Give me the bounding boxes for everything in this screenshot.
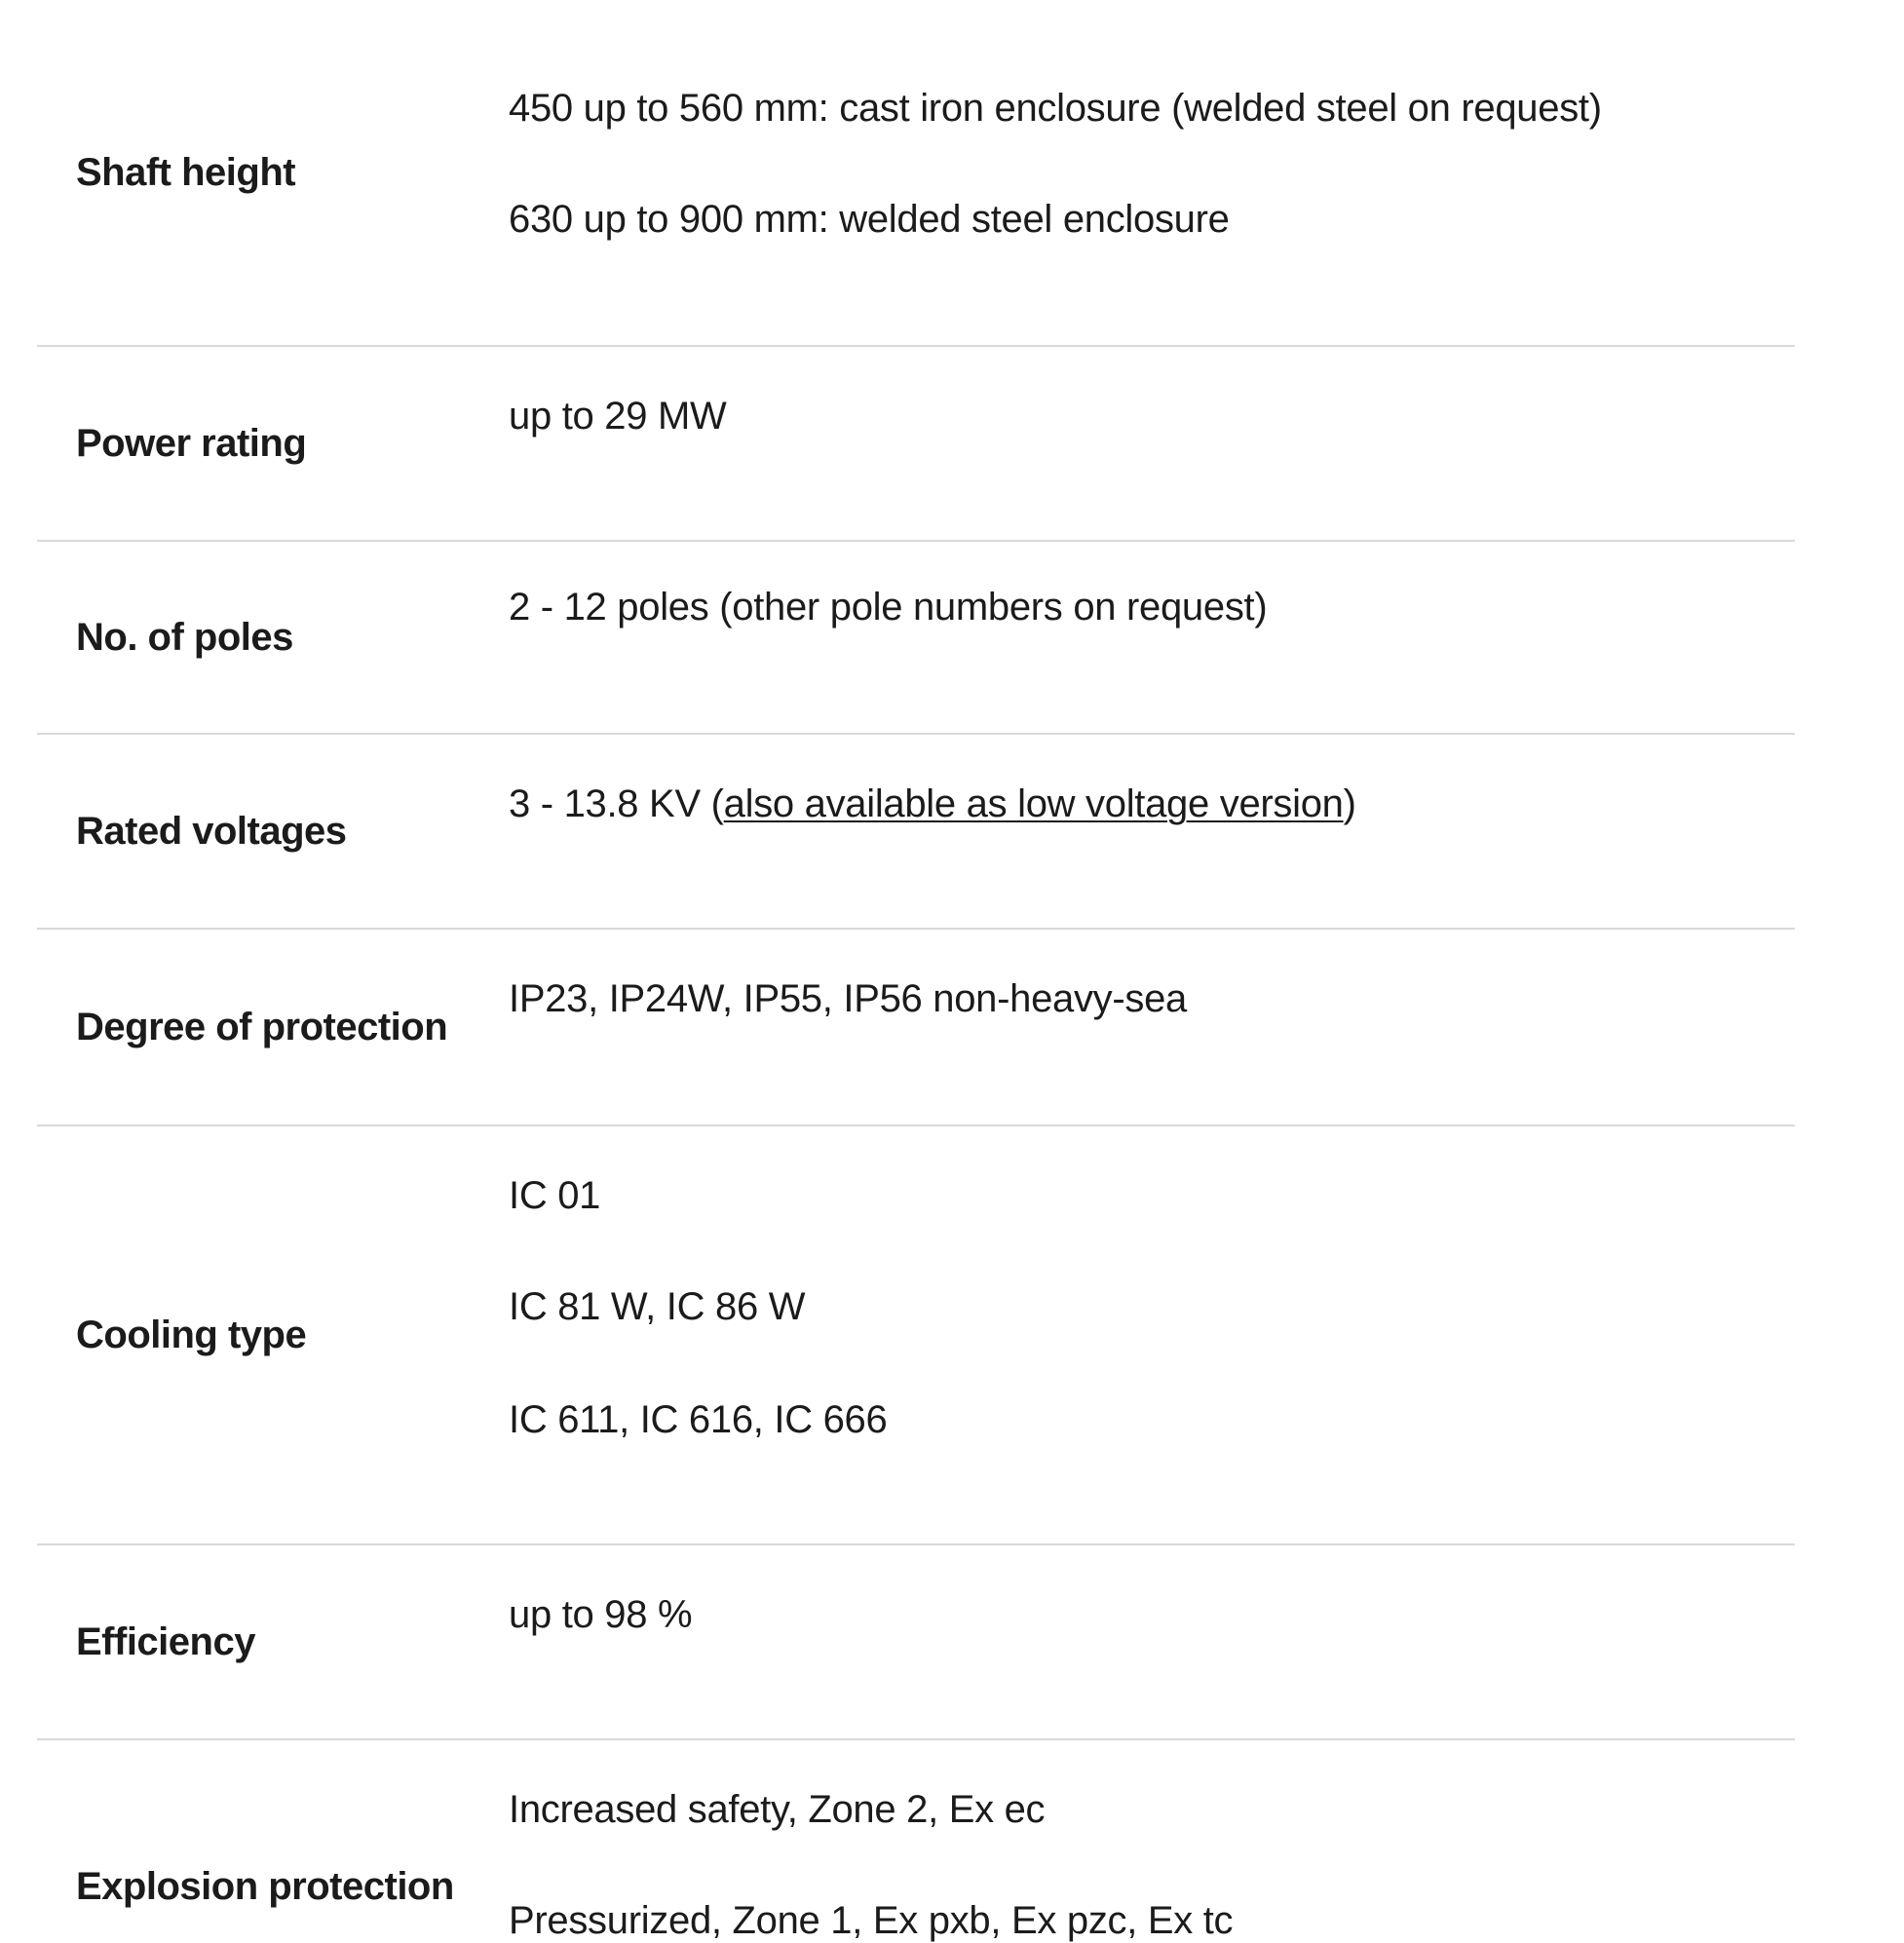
- spec-value: up to 29 MW: [509, 395, 727, 438]
- spec-row-rated-voltages: [37, 735, 1795, 930]
- spec-value-prefix: 3 - 13.8 KV (: [509, 782, 724, 825]
- spec-label: Shaft height: [76, 150, 296, 194]
- spec-label: Power rating: [76, 421, 307, 465]
- spec-value: 2 - 12 poles (other pole numbers on request): [509, 586, 1268, 629]
- spec-values: [509, 347, 1795, 540]
- spec-values: [509, 1545, 1795, 1738]
- spec-label: Rated voltages: [76, 809, 347, 853]
- spec-values: [509, 0, 1795, 345]
- spec-value: 450 up to 560 mm: cast iron enclosure (welded steel on request): [509, 87, 1602, 130]
- spec-values: [509, 1740, 1795, 1943]
- spec-value: 630 up to 900 mm: welded steel enclosure: [509, 198, 1230, 241]
- spec-value: Increased safety, Zone 2, Ex ec: [509, 1788, 1046, 1831]
- low-voltage-version-link[interactable]: also available as low voltage version: [723, 782, 1344, 825]
- spec-value: IC 81 W, IC 86 W: [509, 1285, 806, 1328]
- spec-values: [509, 542, 1795, 733]
- spec-label: Explosion protection: [76, 1865, 454, 1908]
- spec-label: Efficiency: [76, 1619, 255, 1663]
- spec-label: Cooling type: [76, 1313, 307, 1356]
- spec-value: Pressurized, Zone 1, Ex pxb, Ex pzc, Ex tc: [509, 1899, 1234, 1942]
- spec-row-degree-of-protection: [37, 930, 1795, 1126]
- spec-value-suffix: ): [1343, 782, 1356, 825]
- spec-row-explosion-protection: [37, 1740, 1795, 1943]
- spec-value: [509, 781, 1795, 826]
- spec-table: [37, 0, 1795, 1943]
- spec-value: IC 611, IC 616, IC 666: [509, 1398, 888, 1441]
- spec-values: [509, 930, 1795, 1124]
- spec-row-power-rating: [37, 347, 1795, 542]
- spec-values: [509, 735, 1795, 928]
- spec-value: up to 98 %: [509, 1593, 693, 1636]
- spec-label: No. of poles: [76, 615, 293, 659]
- spec-value: IP23, IP24W, IP55, IP56 non-heavy-sea: [509, 977, 1187, 1020]
- spec-row-efficiency: [37, 1545, 1795, 1740]
- spec-row-no-of-poles: [37, 542, 1795, 735]
- spec-row-shaft-height: [37, 0, 1795, 347]
- spec-row-cooling-type: [37, 1126, 1795, 1545]
- spec-values: [509, 1126, 1795, 1543]
- spec-label: Degree of protection: [76, 1005, 448, 1048]
- spec-value: IC 01: [509, 1174, 601, 1217]
